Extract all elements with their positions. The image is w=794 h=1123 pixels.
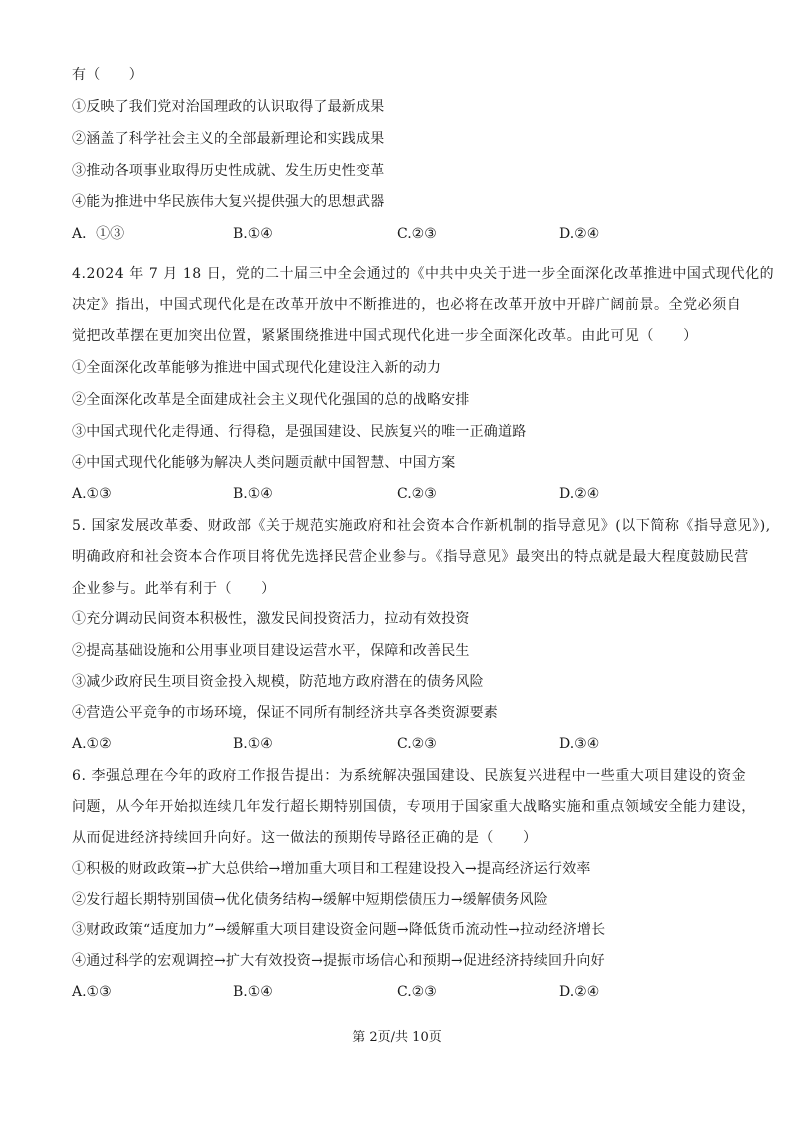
q4-stem-line-2: 决定》指出，中国式现代化是在改革开放中不断推进的，也必将在改革开放中开辟广阔前景。全党必须自	[72, 297, 742, 313]
option-c: C.②③	[397, 226, 437, 242]
q6-stem-line-3: 从而促进经济持续回升向好。这一做法的预期传导路径正确的是（ ）	[72, 830, 538, 846]
option-d: D.②④	[559, 984, 600, 1000]
q5-statement-3: ③减少政府民生项目资金投入规模，防范地方政府潜在的债务风险	[72, 674, 484, 690]
option-c: C.②③	[397, 736, 437, 752]
option-a: A.①③	[72, 984, 112, 1000]
q6-stem-line-1: 6. 李强总理在今年的政府工作报告提出：为系统解决强国建设、民族复兴进程中一些重大项目建设的资金	[72, 768, 747, 784]
option-b: B.①④	[233, 736, 273, 752]
option-d: D.②④	[559, 226, 600, 242]
q4-statement-3: ③中国式现代化走得通、行得稳，是强国建设、民族复兴的唯一正确道路	[72, 424, 527, 440]
q5-statement-4: ④营造公平竞争的市场环境，保证不同所有制经济共享各类资源要素	[72, 705, 498, 721]
page-number: 第 2页/共 10页	[352, 1030, 442, 1045]
q4-statement-4: ④中国式现代化能够为解决人类问题贡献中国智慧、中国方案	[72, 455, 456, 471]
option-c: C.②③	[397, 984, 437, 1000]
q4-answer-options	[0, 484, 794, 504]
option-d: D.②④	[559, 486, 600, 502]
option-b: B.①④	[233, 984, 273, 1000]
option-b: B.①④	[233, 486, 273, 502]
q6-statement-3: ③财政政策“适度加力”→缓解重大项目建设资金问题→降低货币流动性→拉动经济增长	[72, 922, 606, 938]
q4-statement-2: ②全面深化改革是全面建成社会主义现代化强国的总的战略安排	[72, 392, 470, 408]
option-a: A.①②	[72, 736, 112, 752]
q5-stem-line-2: 明确政府和社会资本合作项目将优先选择民营企业参与。《指导意见》最突出的特点就是最大程度鼓励民营	[72, 549, 749, 565]
q6-statement-2: ②发行超长期特别国债→优化债务结构→缓解中短期偿债压力→缓解债务风险	[72, 892, 548, 908]
q6-stem-line-2: 问题，从今年开始拟连续几年发行超长期特别国债，专项用于国家重大战略实施和重点领域安全能力建设，	[72, 799, 756, 815]
q5-answer-options	[0, 734, 794, 754]
option-a: A．①③	[72, 226, 125, 242]
q5-stem-line-1: 5. 国家发展改革委、财政部《关于规范实施政府和社会资本合作新机制的指导意见》(以下简称《指导意见》),	[72, 518, 771, 534]
option-a: A.①③	[72, 486, 112, 502]
statement-1: ①反映了我们党对治国理政的认识取得了最新成果	[72, 99, 385, 115]
q4-statement-1: ①全面深化改革能够为推进中国式现代化建设注入新的动力	[72, 360, 442, 376]
question-stem-end: 有（ ）	[72, 67, 143, 83]
q6-statement-4: ④通过科学的宏观调控→扩大有效投资→提振市场信心和预期→促进经济持续回升向好	[72, 953, 605, 969]
q4-stem-line-1: 4.2024 年 7 月 18 日，党的二十届三中全会通过的《中共中央关于进一步全面深化改革推进中国式现代化的	[72, 266, 775, 282]
answer-options	[0, 224, 794, 244]
q5-stem-line-3: 企业参与。此举有利于（ ）	[72, 581, 276, 597]
q6-statement-1: ①积极的财政政策→扩大总供给→增加重大项目和工程建设投入→提高经济运行效率	[72, 861, 591, 877]
q5-statement-2: ②提高基础设施和公用事业项目建设运营水平，保障和改善民生	[72, 643, 470, 659]
option-b: B.①④	[233, 226, 273, 242]
option-d: D.③④	[559, 736, 600, 752]
q5-statement-1: ①充分调动民间资本积极性，激发民间投资活力，拉动有效投资	[72, 611, 470, 627]
q6-answer-options	[0, 982, 794, 1002]
statement-3: ③推动各项事业取得历史性成就、发生历史性变革	[72, 163, 385, 179]
statement-2: ②涵盖了科学社会主义的全部最新理论和实践成果	[72, 131, 385, 147]
q4-stem-line-3: 觉把改革摆在更加突出位置，紧紧围绕推进中国式现代化进一步全面深化改革。由此可见（ ）	[72, 328, 698, 344]
statement-4: ④能为推进中华民族伟大复兴提供强大的思想武器	[72, 194, 385, 210]
option-c: C.②③	[397, 486, 437, 502]
